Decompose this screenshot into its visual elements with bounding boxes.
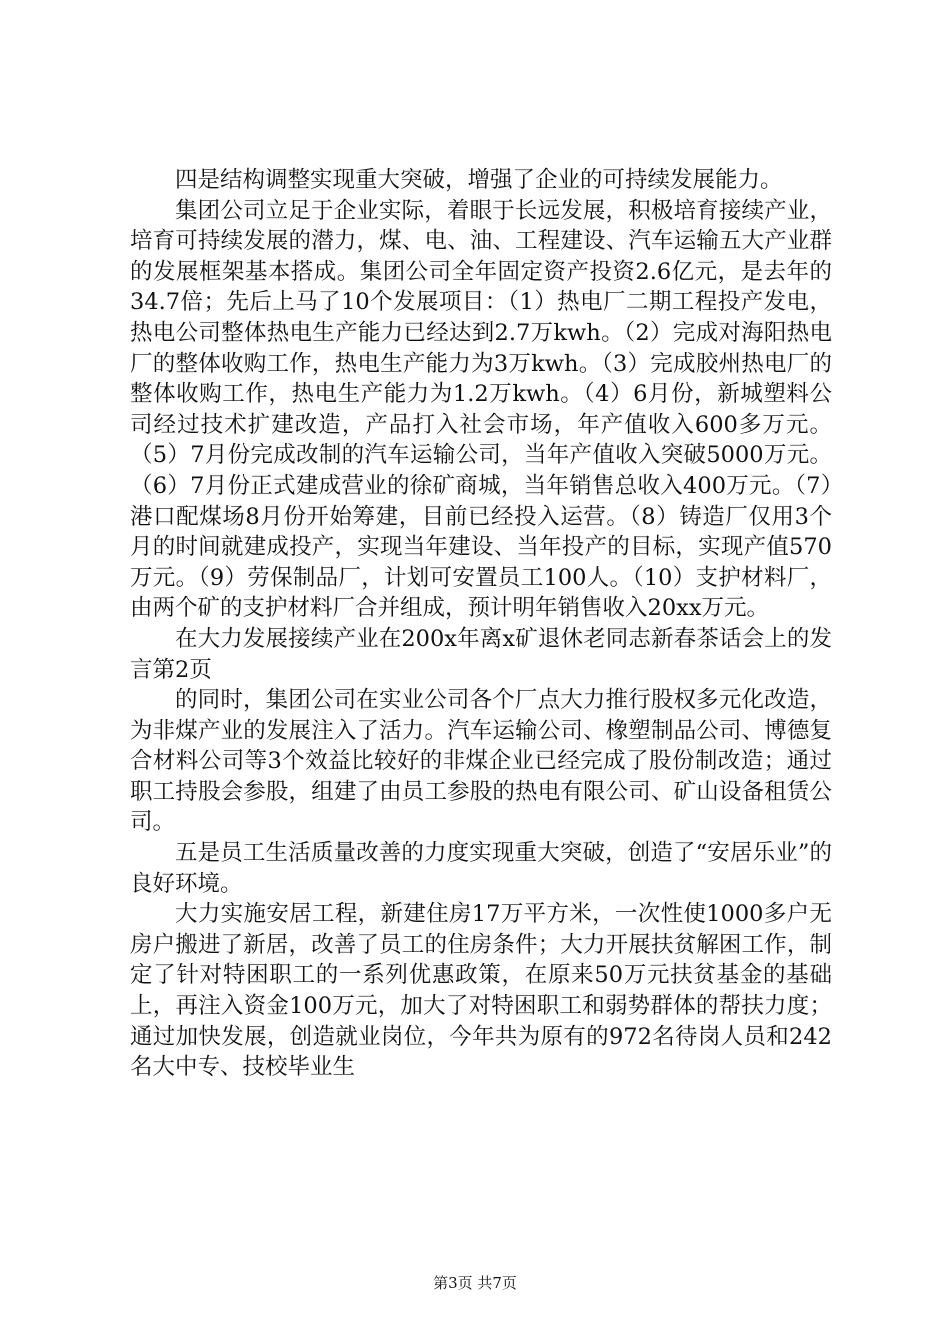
paragraph-equity-reform: 的同时，集团公司在实业公司各个厂点大力推行股权多元化改造，为非煤产业的发展注入了活力。汽车运输公司、橡塑制品公司、博德复合材料公司等3个效益比较好的非煤企业已经完成了股份制改造；通过职工持股会参股，组建了由员工参股的热电有限公司、矿山设备租赁公司。 [130, 687, 832, 836]
page-number-footer: 第3页 共7页 [433, 1274, 517, 1292]
paragraph-structure-adjustment-heading: 四是结构调整实现重大突破，增强了企业的可持续发展能力。 [175, 167, 783, 193]
paragraph-page-title-line: 在大力发展接续产业在200x年离x矿退休老同志新春茶话会上的发言第2页 [130, 625, 832, 683]
paragraph-living-quality-heading: 五是员工生活质量改善的力度实现重大突破，创造了“安居乐业”的良好环境。 [130, 840, 832, 897]
paragraph-development-projects: 集团公司立足于企业实际，着眼于长远发展，积极培育接续产业，培育可持续发展的潜力，煤、电、油、工程建设、汽车运输五大产业群的发展框架基本搭成。集团公司全年固定资产投资2.6亿元，是去年的34.7倍；先后上马了10个发展项目：（1）热电厂二期工程投产发电，热电公司整体热电生产能力已经达到2.7万kwh。（2）完成对海阳热电厂的整体收购工作，热电生产能力为3万kwh。（3）完成胶州热电厂的整体收购工作，热电生产能力为1.2万kwh。（4）6月份，新城塑料公司经过技术扩建改造，产品打入社会市场，年产值收入600多万元。（5）7月份完成改制的汽车运输公司，当年产值收入突破5000万元。（6）7月份正式建成营业的徐矿商城，当年销售总收入400万元。（7）港口配煤场8月份开始筹建，目前已经投入运营。（8）铸造厂仅用3个月的时间就建成投产，实现当年建设、当年投产的目标，实现产值570万元。（9）劳保制品厂，计划可安置员工100人。（10）支护材料厂，由两个矿的支护材料厂合并组成，预计明年销售收入20xx万元。 [130, 197, 832, 622]
document-body [130, 165, 832, 1083]
paragraph-housing-project: 大力实施安居工程，新建住房17万平方米，一次性使1000多户无房户搬进了新居，改善了员工的住房条件；大力开展扶贫解困工作，制定了针对特困职工的一系列优惠政策，在原来50万元扶贫基金的基础上，再注入资金100万元，加大了对特困职工和弱势群体的帮扶力度；通过加快发展，创造就业岗位，今年共为原有的972名待岗人员和242名大中专、技校毕业生 [130, 901, 832, 1081]
